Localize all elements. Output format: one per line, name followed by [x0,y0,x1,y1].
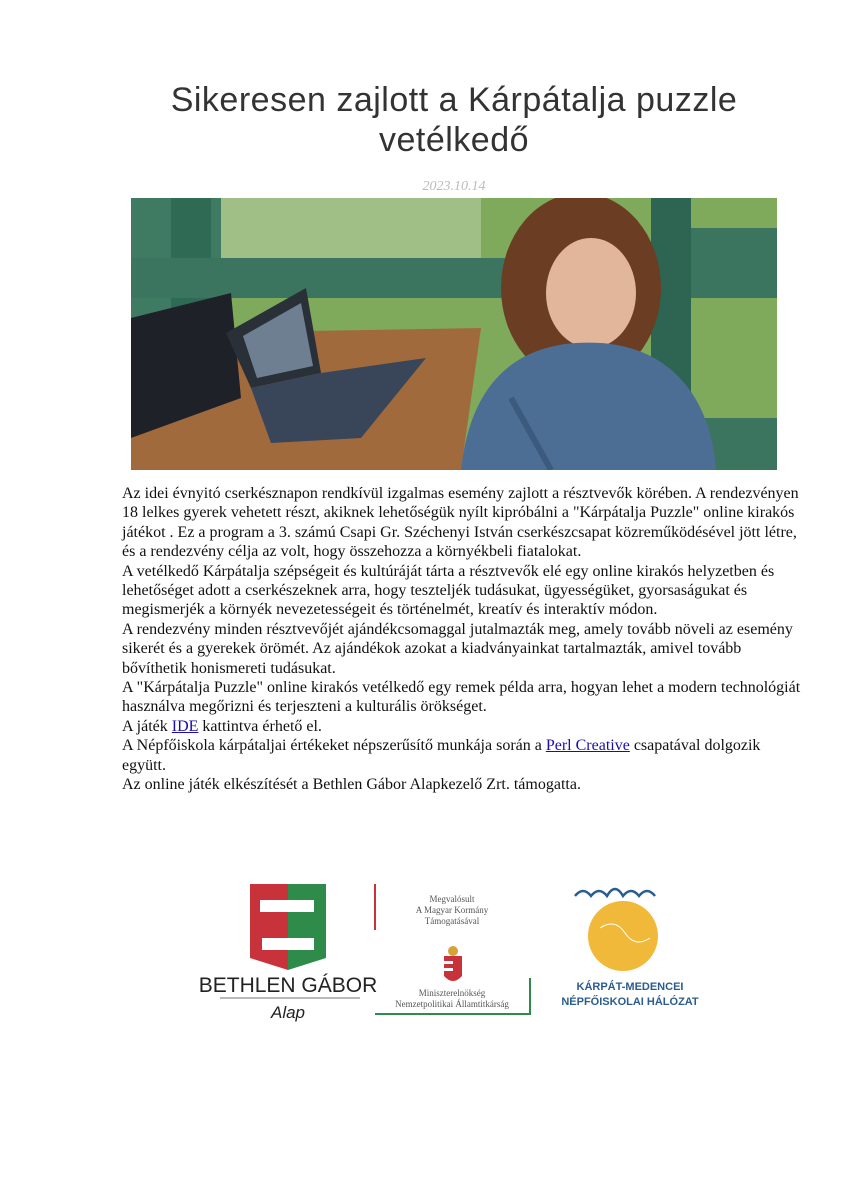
article-body [122,484,802,795]
gov-text: Megvalósult [429,894,475,904]
text: A játék [122,717,172,735]
paragraph: Az idei évnyitó cserkésznapon rendkívül izgalmas esemény zajlott a résztvevők körében. A rendezvényen 18 lelkes gyerek vehetett részt, akiknek lehetőségük nyílt kipróbálni a "Kárpátalja Puzzle" online kirakós játékot . Ez a program a 3. számú Csapi Gr. Széchenyi István cserkészcsapat közreműködésével jött létre, és a rendezvény célja az volt, hogy összehozza a környékbeli fiatalokat. [122,485,799,561]
gov-text: A Magyar Kormány [415,905,489,915]
article-date: 2023.10.14 [422,179,486,194]
article-photo [131,198,777,470]
sponsor-logos [200,878,710,1023]
text: kattintva érhető el. [198,717,322,735]
bethlen-sub: Alap [270,1003,306,1022]
perl-creative-link[interactable]: Perl Creative [545,737,630,755]
page-title: Sikeresen zajlott a Kárpátalja puzzle vetélkedő [170,81,738,159]
gov-text: Támogatásával [424,916,480,926]
partner-line [122,736,802,775]
gov-text: Nemzetpolitikai Államtitkárság [395,999,509,1009]
nepfoiskola-text: NÉPFŐISKOLAI HÁLÓZAT [561,996,699,1008]
text: A Népfőiskola kárpátaljai értékeket népszerűsítő munkája során a [122,737,546,755]
paragraph: A "Kárpátalja Puzzle" online kirakós vetélkedő egy remek példa arra, hogyan lehet a modern technológiát használva megőrizni és terjeszteni a kulturális örökséget. [122,679,801,716]
nepfoiskola-logo [561,889,699,1008]
paragraph: A vetélkedő Kárpátalja szépségeit és kultúráját tárta a résztvevők elé egy online kirakós helyzetben és lehetőséget adott a cserkészeknek arra, hogy teszteljék tudásukat, ügyességüket, gyorsaságukat és megismerjék a környék nevezetességeit és történelmét, kreatív és interaktív módon. [122,562,775,619]
support-line: Az online játék elkészítését a Bethlen Gábor Alapkezelő Zrt. támogatta. [122,776,581,794]
bethlen-name: BETHLEN GÁBOR [200,974,378,997]
nepfoiskola-text: KÁRPÁT-MEDENCEI [576,981,684,993]
text: csapatával dolgozik együtt. [122,737,761,774]
government-logo [375,884,530,1014]
bethlen-gabor-logo [200,884,377,1022]
game-line [122,717,802,736]
game-link[interactable]: IDE [171,717,199,735]
paragraph: A rendezvény minden résztvevőjét ajándékcsomaggal jutalmazták meg, amely tovább növeli az esemény sikerét és a gyerekek örömét. Az ajándékok azokat a kiadványainkat tartalmazták, amivel tovább bővíthetik honismereti tudásukat. [122,620,793,677]
gov-text: Miniszterelnökség [418,988,486,998]
